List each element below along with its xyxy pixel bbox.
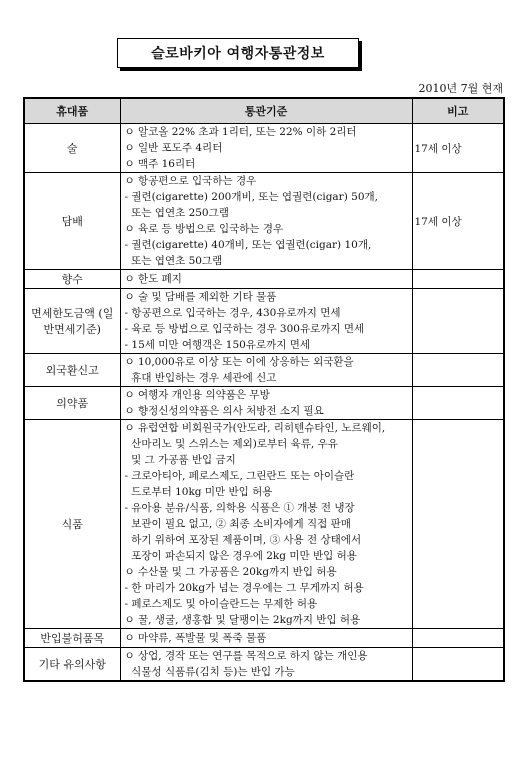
content-line: ㅇ 여행자 개인용 의약품은 무방 (124, 389, 270, 401)
content-cell (120, 270, 412, 289)
item-cell (24, 648, 120, 682)
item-cell (24, 354, 120, 387)
table-row (24, 629, 504, 648)
content-line: ㅇ 한도 폐지 (124, 273, 182, 285)
content-cell (120, 173, 412, 270)
content-line: - 궐련(cigarette) 40개비, 또는 엽궐련(cigar) 10개, (124, 239, 372, 251)
table-row (24, 173, 504, 270)
content-line: ㅇ 꿀, 생굴, 생홍합 및 달팽이는 2kg까지 반입 허용 (124, 614, 361, 626)
table-row (24, 648, 504, 682)
item-label: 면세한도금액 (일반면세기준) (31, 307, 114, 336)
item-label: 술 (66, 142, 78, 155)
content-line: - 15세 미만 여행객은 150유로까지 면세 (124, 339, 310, 351)
item-cell (24, 289, 120, 354)
content-cell (120, 354, 412, 387)
content-cell (120, 629, 412, 648)
content-line: - 페로스제도 및 아이슬란드는 무제한 허용 (124, 598, 318, 610)
page-title: 슬로바키아 여행자통관정보 (117, 38, 359, 68)
as-of-date: 2010년 7월 현재 (418, 82, 503, 95)
item-label: 외국환신고 (45, 364, 99, 377)
content-line: 휴대 반입하는 경우 세관에 신고 (124, 372, 277, 384)
content-line: ㅇ 유럽연합 비회원국가(안도라, 리히텐슈타인, 노르웨이, (124, 422, 386, 434)
content-cell (120, 420, 412, 629)
content-line: ㅇ 육로 등 방법으로 입국하는 경우 (124, 223, 284, 235)
item-cell (24, 124, 120, 173)
note-cell (412, 629, 504, 648)
note-cell (412, 420, 504, 629)
content-line: 산마리노 및 스위스는 제외)로부터 육류, 우유 (124, 438, 338, 450)
content-line: ㅇ 향정신성의약품은 의사 처방전 소지 필요 (124, 405, 324, 417)
content-line: ㅇ 항공편으로 입국하는 경우 (124, 175, 257, 187)
header-note: 비고 (412, 98, 504, 124)
content-line: 또는 엽연초 250그램 (124, 207, 229, 219)
content-line: 포장이 파손되지 않은 경우에 2kg 미만 반입 허용 (124, 550, 357, 562)
table-row (24, 354, 504, 387)
item-label: 식품 (61, 518, 83, 531)
note-cell (412, 270, 504, 289)
item-cell (24, 387, 120, 420)
content-line: ㅇ 술 및 담배를 제외한 기타 물품 (124, 291, 277, 303)
item-label: 기타 유의사항 (38, 658, 106, 671)
note-cell (412, 289, 504, 354)
item-label: 반입불허품목 (40, 632, 105, 645)
content-line: - 유아용 분유/식품, 의학용 식품은 ① 개봉 전 냉장 (124, 502, 355, 514)
content-line: ㅇ 10,000유로 이상 또는 이에 상응하는 외국환을 (124, 356, 354, 368)
table-row (24, 387, 504, 420)
content-line: 드로부터 10kg 미만 반입 허용 (124, 486, 273, 498)
table-body (24, 124, 504, 682)
note-cell (412, 354, 504, 387)
item-cell (24, 629, 120, 648)
header-item: 휴대품 (24, 98, 120, 124)
item-cell (24, 270, 120, 289)
content-line: - 크로아티아, 페로스제도, 그린란드 또는 아이슬란 (124, 470, 355, 482)
content-line: 또는 엽연초 50그램 (124, 255, 223, 267)
content-line: 식물성 식품류(김치 등)는 반입 가능 (124, 666, 295, 678)
note-cell (412, 648, 504, 682)
content-line: - 육로 등 방법으로 입국하는 경우 300유로까지 면세 (124, 323, 365, 335)
content-line: - 항공편으로 입국하는 경우, 430유로까지 면세 (124, 307, 341, 319)
item-label: 향수 (61, 273, 83, 286)
content-line: ㅇ 마약류, 폭발물 및 폭죽 물품 (124, 632, 267, 644)
content-line: ㅇ 수산물 및 그 가공품은 20kg까지 반입 허용 (124, 566, 337, 578)
table-row (24, 420, 504, 629)
table-row (24, 124, 504, 173)
content-line: - 한 마리가 20kg가 넘는 경우에는 그 무게까지 허용 (124, 582, 364, 594)
header-content: 통관기준 (120, 98, 412, 124)
content-line: - 궐련(cigarette) 200개비, 또는 엽궐련(cigar) 50개, (124, 191, 378, 203)
content-cell (120, 648, 412, 682)
table-row (24, 289, 504, 354)
content-cell (120, 387, 412, 420)
content-line: 보관이 필요 없고, ② 최종 소비자에게 직접 판매 (124, 518, 351, 530)
customs-table (23, 97, 505, 682)
content-cell (120, 289, 412, 354)
content-line: ㅇ 알코올 22% 초과 1리터, 또는 22% 이하 2리터 (124, 126, 357, 138)
note-cell: 17세 이상 (412, 173, 504, 270)
item-cell (24, 173, 120, 270)
note-cell: 17세 이상 (412, 124, 504, 173)
content-cell (120, 124, 412, 173)
content-line: 하기 위하여 포장된 제품이며, ③ 사용 전 상태에서 (124, 534, 362, 546)
content-line: ㅇ 일반 포도주 4리터 (124, 142, 223, 154)
table-row (24, 270, 504, 289)
item-cell (24, 420, 120, 629)
item-label: 담배 (61, 215, 83, 228)
item-label: 의약품 (56, 397, 89, 410)
content-line: ㅇ 상업, 경작 또는 연구를 목적으로 하지 않는 개인용 (124, 650, 368, 662)
content-line: 및 그 가공품 반입 금지 (124, 454, 236, 466)
content-line: ㅇ 맥주 16리터 (124, 158, 196, 170)
note-cell (412, 387, 504, 420)
